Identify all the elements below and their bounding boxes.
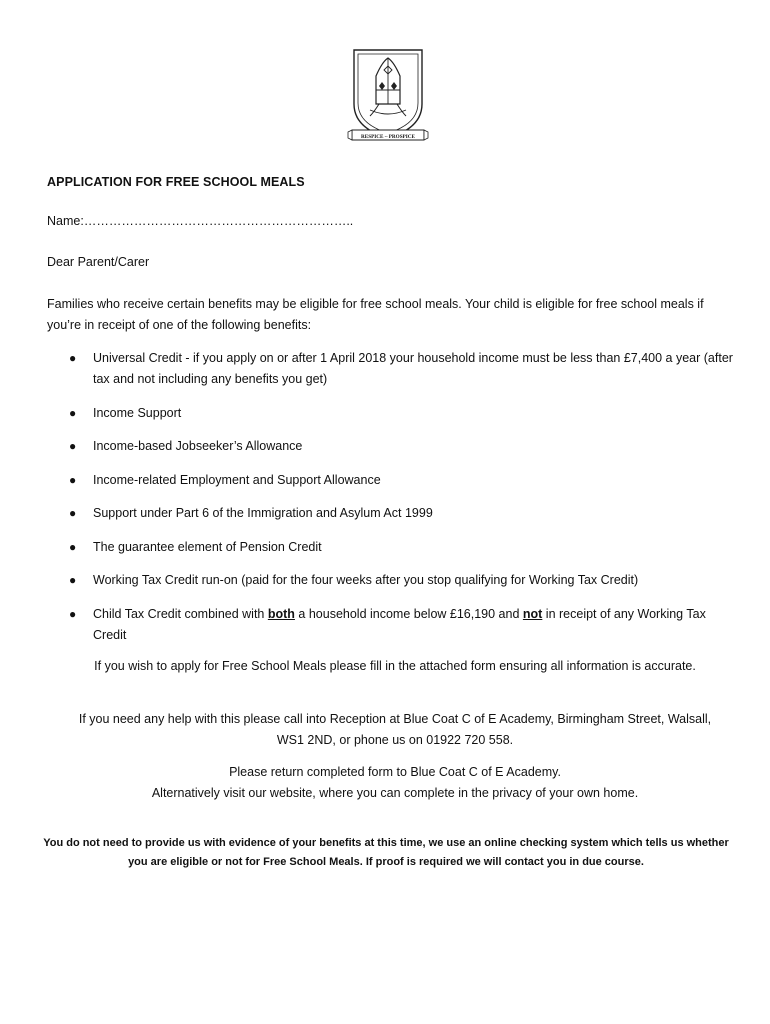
help-contact-info: If you need any help with this please call into Reception at Blue Coat C of E Academy, Birmingham Street, Walsall, WS1 2ND, or phone us on 01922 720 558. — [78, 712, 712, 747]
bullet-icon: ● — [69, 506, 77, 520]
intro-paragraph: Families who receive certain benefits may be eligible for free school meals. Your child is eligible for free school meals if you’re in receipt of one of the following benefits: — [47, 297, 704, 332]
bullet-icon: ● — [69, 472, 77, 487]
return-instructions: Please return completed form to Blue Coat C of E Academy. — [229, 765, 561, 779]
benefit-text: Working Tax Credit run-on (paid for the four weeks after you stop qualifying for Working Tax Credit) — [93, 573, 639, 587]
evidence-note: You do not need to provide us with evidence of your benefits at this time, we use an online checking system which tells us whether you are eligible or not for Free School Meals. If proof is required we will contact you in due course. — [43, 837, 729, 868]
benefit-text-part: in receipt of any Working Tax Credit — [93, 606, 706, 642]
benefit-item — [47, 470, 737, 491]
benefit-text-part: a household income below £16,190 and — [294, 606, 523, 621]
apply-instructions: If you wish to apply for Free School Meals please fill in the attached form ensuring all information is accurate. — [94, 659, 696, 673]
benefit-item — [47, 348, 737, 390]
bullet-icon: ● — [69, 405, 77, 420]
benefit-item — [47, 436, 737, 457]
bullet-icon: ● — [69, 351, 77, 365]
benefit-text: Support under Part 6 of the Immigration and Asylum Act 1999 — [93, 506, 433, 520]
crest-motto: RESPICE ~ PROSPICE — [360, 133, 416, 140]
bullet-icon: ● — [69, 539, 77, 554]
benefit-text-part: Child Tax Credit combined with — [93, 606, 268, 621]
benefit-item — [47, 570, 737, 591]
greeting: Dear Parent/Carer — [47, 255, 150, 269]
benefit-item — [47, 503, 737, 524]
bullet-icon: ● — [69, 606, 77, 621]
benefit-item-child-tax-credit — [47, 604, 737, 646]
school-crest-mitre-icon — [346, 46, 430, 144]
benefit-text: Income Support — [93, 405, 182, 420]
benefit-text: The guarantee element of Pension Credit — [93, 539, 322, 554]
benefit-item — [47, 537, 737, 558]
website-instructions: Alternatively visit our website, where you can complete in the privacy of your own home. — [151, 786, 639, 800]
bullet-icon: ● — [69, 573, 77, 587]
benefit-text: Income-based Jobseeker’s Allowance — [93, 439, 303, 453]
benefit-text: Income-related Employment and Support Allowance — [93, 472, 381, 487]
bullet-icon: ● — [69, 439, 77, 453]
benefits-list — [47, 348, 737, 658]
benefit-text: Universal Credit - if you apply on or after 1 April 2018 your household income must be less than £7,400 a year (after tax and not including any benefits you get) — [93, 351, 733, 386]
page-title: APPLICATION FOR FREE SCHOOL MEALS — [47, 175, 305, 189]
name-field-line: Name:……………………………………………………….. — [47, 214, 354, 228]
benefit-item — [47, 403, 737, 424]
emphasis-both: both — [267, 606, 295, 621]
emphasis-not: not — [522, 606, 543, 621]
